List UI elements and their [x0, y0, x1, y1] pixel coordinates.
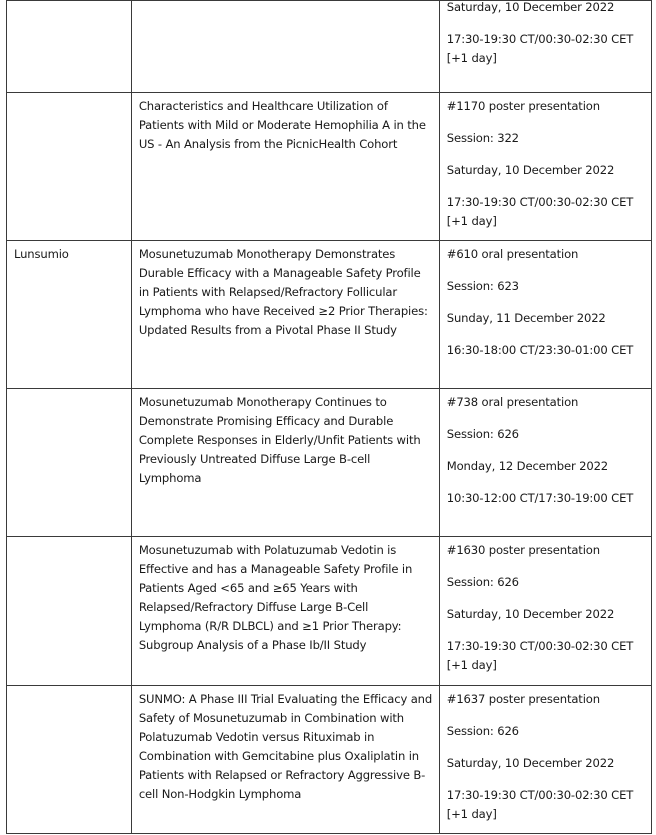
- title-cell: [131, 241, 439, 389]
- time-text: 10:30-12:00 CT/17:30-19:00 CET: [446, 491, 634, 505]
- session-text: Session: 322: [446, 131, 519, 145]
- presentation-type: #1637 poster presentation: [446, 692, 600, 706]
- date-text: Monday, 12 December 2022: [446, 459, 609, 473]
- date-text: Saturday, 10 December 2022: [446, 163, 615, 177]
- time-text: 16:30-18:00 CT/23:30-01:00 CET: [446, 343, 634, 357]
- abstract-title: Mosunetuzumab with Polatuzumab Vedotin is Effective and has a Manageable Safety Profile in Patients Aged <65 and ≥65 Years with Relapsed/Refractory Diffuse Large B-Cell Lymphoma (R/R DLBCL) and ≥1 Prior Therapy: Subgroup Analysis of a Phase Ib/II Study: [138, 543, 413, 652]
- product-cell: [7, 537, 132, 686]
- title-cell: [131, 93, 439, 241]
- session-text: Session: 626: [446, 724, 519, 738]
- table-row: [7, 686, 652, 834]
- title-cell: [131, 389, 439, 537]
- session-text: Session: 626: [446, 575, 519, 589]
- session-text: Session: 623: [446, 279, 519, 293]
- product-cell: [7, 93, 132, 241]
- table-row: [7, 1, 652, 93]
- product-cell: [7, 1, 132, 93]
- presentations-table: [6, 0, 652, 834]
- date-text: Sunday, 11 December 2022: [446, 311, 606, 325]
- abstract-title: Characteristics and Healthcare Utilization of Patients with Mild or Moderate Hemophilia A in the US - An Analysis from the PicnicHealth Cohort: [138, 99, 426, 151]
- info-cell: [439, 1, 651, 93]
- info-cell: [439, 93, 651, 241]
- title-cell: [131, 1, 439, 93]
- info-cell: [439, 389, 651, 537]
- table-row: [7, 241, 652, 389]
- info-cell: [439, 241, 651, 389]
- presentation-type: #1630 poster presentation: [446, 543, 600, 557]
- time-text: 17:30-19:30 CT/00:30-02:30 CET [+1 day]: [446, 639, 634, 672]
- table-row: [7, 537, 652, 686]
- title-cell: [131, 537, 439, 686]
- product-cell: [7, 686, 132, 834]
- table-row: [7, 389, 652, 537]
- abstract-title: SUNMO: A Phase III Trial Evaluating the Efficacy and Safety of Mosunetuzumab in Combination with Polatuzumab Vedotin versus Rituximab in Combination with Gemcitabine plus Oxaliplatin in Patients with Relapsed or Refractory Aggressive B-cell Non-Hodgkin Lymphoma: [138, 692, 433, 801]
- presentation-type: #610 oral presentation: [446, 247, 579, 261]
- product-name: Lunsumio: [14, 247, 69, 261]
- session-text: Session: 626: [446, 427, 519, 441]
- time-text: 17:30-19:30 CT/00:30-02:30 CET [+1 day]: [446, 788, 634, 821]
- abstract-title: Mosunetuzumab Monotherapy Continues to Demonstrate Promising Efficacy and Durable Complete Responses in Elderly/Unfit Patients with Previously Untreated Diffuse Large B-cell Lymphoma: [138, 395, 421, 485]
- abstract-title: Mosunetuzumab Monotherapy Demonstrates Durable Efficacy with a Manageable Safety Profile in Patients with Relapsed/Refractory Follicular Lymphoma who have Received ≥2 Prior Therapies: Updated Results from a Pivotal Phase II Study: [138, 247, 428, 337]
- title-cell: [131, 686, 439, 834]
- presentation-type: #738 oral presentation: [446, 395, 579, 409]
- product-cell: [7, 389, 132, 537]
- info-cell: [439, 537, 651, 686]
- info-cell: [439, 686, 651, 834]
- date-text: Saturday, 10 December 2022: [446, 0, 615, 14]
- time-text: 17:30-19:30 CT/00:30-02:30 CET [+1 day]: [446, 195, 634, 228]
- table-row: [7, 93, 652, 241]
- date-text: Saturday, 10 December 2022: [446, 607, 615, 621]
- time-text: 17:30-19:30 CT/00:30-02:30 CET [+1 day]: [446, 32, 634, 65]
- presentation-type: #1170 poster presentation: [446, 99, 600, 113]
- date-text: Saturday, 10 December 2022: [446, 756, 615, 770]
- product-cell: [7, 241, 132, 389]
